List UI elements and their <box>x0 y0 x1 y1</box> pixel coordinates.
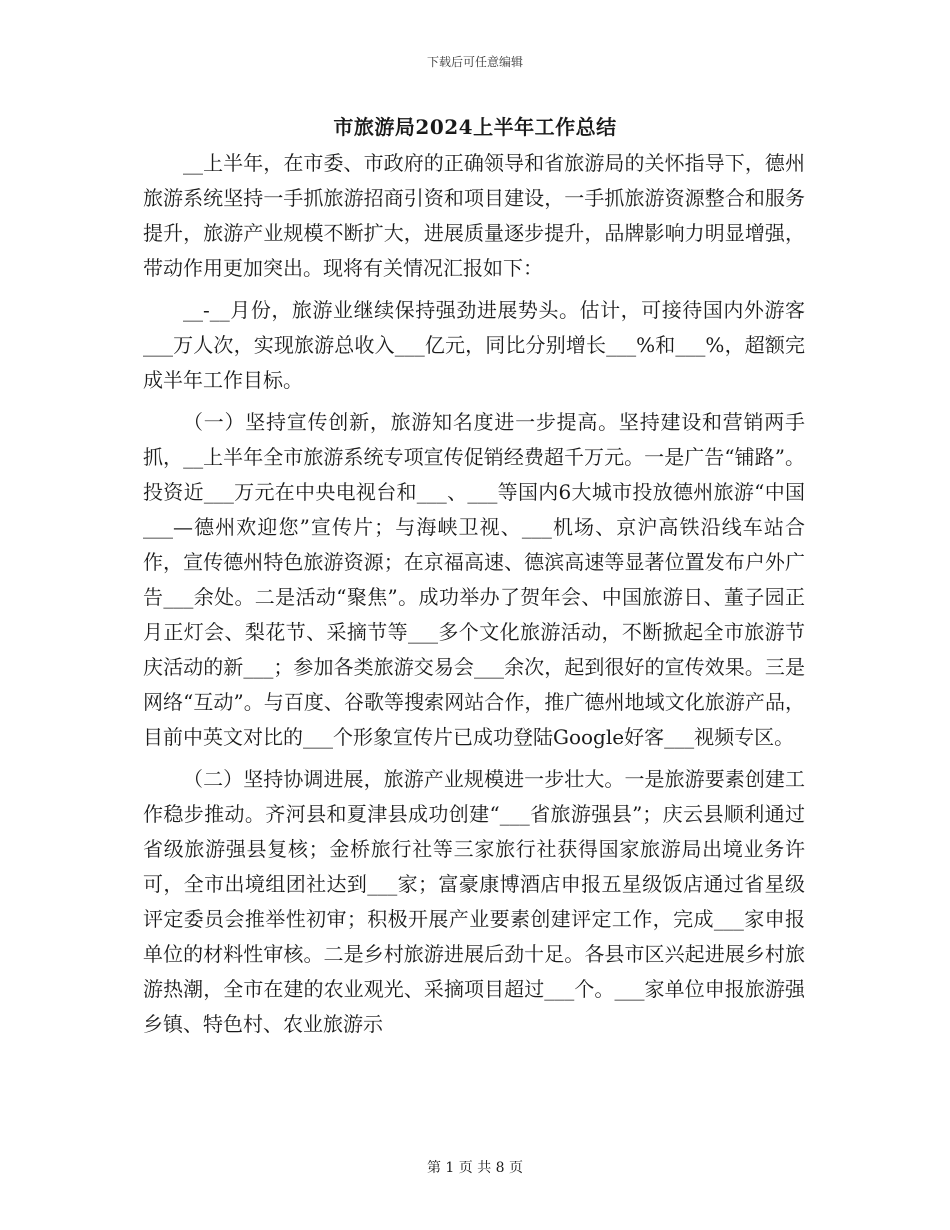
paragraph-section-2: （二）坚持协调进展，旅游产业规模进一步壮大。一是旅游要素创建工作稳步推动。齐河县和夏津县成功创建“___省旅游强县”；庆云县顺利通过省级旅游强县复核；金桥旅行社等三家旅行社获得国家旅游局出境业务许可，全市出境组团社达到___家；富豪康博酒店申报五星级饭店通过省星级评定委员会推举性初审；积极开展产业要素创建评定工作，完成___家申报单位的材料性审核。二是乡村旅游进展后劲十足。各县市区兴起进展乡村旅游热潮，全市在建的农业观光、采摘项目超过___个。___家单位申报旅游强乡镇、特色村、农业旅游示 <box>143 767 805 1036</box>
document-body <box>143 146 805 1049</box>
document-title: 市旅游局2024上半年工作总结 <box>333 115 617 139</box>
header-note: 下载后可任意编辑 <box>426 55 523 69</box>
page-number: 第 1 页 共 8 页 <box>426 1160 524 1176</box>
paragraph-section-1: （一）坚持宣传创新，旅游知名度进一步提高。坚持建设和营销两手抓，__上半年全市旅游系统专项宣传促销经费超千万元。一是广告“铺路”。投资近___万元在中央电视台和___、___等国内6大城市投放德州旅游“中国___—德州欢迎您”宣传片；与海峡卫视、___机场、京沪高铁沿线车站合作，宣传德州特色旅游资源；在京福高速、德滨高速等显著位置发布户外广告___余处。二是活动“聚焦”。成功举办了贺年会、中国旅游日、董子园正月正灯会、梨花节、采摘节等___多个文化旅游活动，不断掀起全市旅游节庆活动的新___；参加各类旅游交易会___余次，起到很好的宣传效果。三是网络“互动”。与百度、谷歌等搜索网站合作，推广德州地域文化旅游产品，目前中英文对比的___个形象宣传片已成功登陆Google好客___视频专区。 <box>143 410 805 749</box>
paragraph-intro: __上半年，在市委、市政府的正确领导和省旅游局的关怀指导下，德州旅游系统坚持一手抓旅游招商引资和项目建设，一手抓旅游资源整合和服务提升，旅游产业规模不断扩大，进展质量逐步提升，品牌影响力明显增强，带动作用更加突出。现将有关情况汇报如下： <box>143 151 805 280</box>
paragraph-summary: __-__月份，旅游业继续保持强劲进展势头。估计，可接待国内外游客___万人次，实现旅游总收入___亿元，同比分别增长___%和___%，超额完成半年工作目标。 <box>143 298 805 392</box>
